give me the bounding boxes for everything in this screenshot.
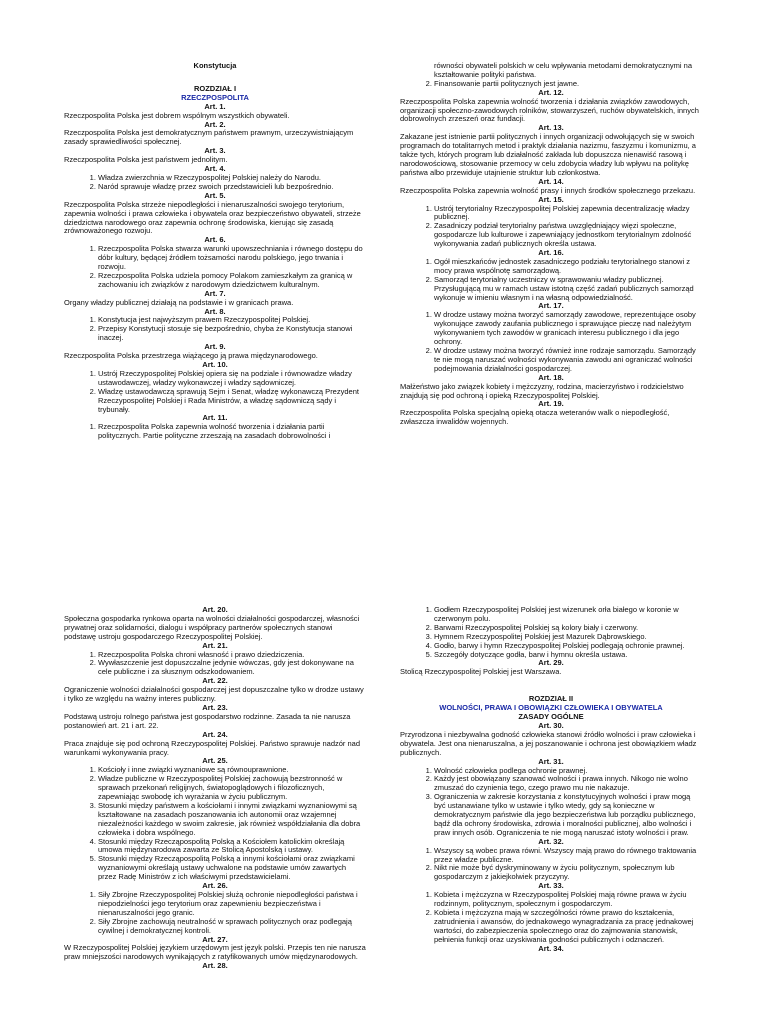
spacer <box>400 677 702 695</box>
numbered-list <box>400 311 702 373</box>
list-item: 2. Rzeczpospolita Polska udziela pomocy Polakom zamieszkałym za granicą w zachowaniu ich związków z narodowym dziedzictwem kulturalnym. <box>98 272 366 290</box>
list-item: 1. Ogół mieszkańców jednostek zasadniczego podziału terytorialnego stanowi z mocy prawa wspólnotę samorządową. <box>434 258 702 276</box>
chapter-number: ROZDZIAŁ I <box>193 83 237 93</box>
list-item: 1. Kobieta i mężczyzna w Rzeczypospolitej Polskiej mają równe prawa w życiu rodzinnym, politycznym, społecznym i gospodarczym. <box>434 891 702 909</box>
list-item: 2. Barwami Rzeczypospolitej Polskiej są kolory biały i czerwony. <box>434 624 702 633</box>
list-item: 5. Stosunki między Rzecząpospolitą Polską a innymi kościołami oraz związkami wyznaniowymi określają ustawy uchwalone na podstawie umów zawartych przez Radę Ministrów z ich właściwymi przedstawicielami. <box>98 855 366 882</box>
article-heading: Art. 28. <box>202 961 228 971</box>
article-heading: Art. 18. <box>538 372 564 382</box>
list-item: 1. Rzeczpospolita Polska stwarza warunki upowszechniania i równego dostępu do dóbr kultury, będącej źródłem tożsamości narodu polskiego, jego trwania i rozwoju. <box>98 245 366 272</box>
article-heading: Art. 25. <box>202 756 228 766</box>
article-paragraph: Ograniczenie wolności działalności gospodarczej jest dopuszczalne tylko w drodze ustawy i tylko ze względu na ważny interes publiczny. <box>64 685 364 704</box>
numbered-list <box>64 766 366 882</box>
list-item: 2. Przepisy Konstytucji stosuje się bezpośrednio, chyba że Konstytucja stanowi inaczej. <box>98 325 366 343</box>
numbered-list <box>64 245 366 290</box>
list-item: 2. Każdy jest obowiązany szanować wolności i prawa innych. Nikogo nie wolno zmuszać do czynienia tego, czego prawo mu nie nakazuje. <box>434 775 702 793</box>
numbered-list <box>400 62 702 89</box>
list-item: 2. W drodze ustawy można tworzyć również inne rodzaje samorządu. Samorządy te nie mogą naruszać wolności wykonywania zawodu ani ograniczać wolności podejmowania działalności gospodarczej. <box>434 347 702 374</box>
numbered-list <box>400 606 702 659</box>
article-heading: Art. 19. <box>538 399 564 409</box>
chapter-number: ROZDZIAŁ II <box>528 694 574 704</box>
article-paragraph: W Rzeczypospolitej Polskiej językiem urzędowym jest język polski. Przepis ten nie narusza praw mniejszości narodowych wynikających z ratyfikowanych umów międzynarodowych. <box>64 943 366 962</box>
article-paragraph: Zakazane jest istnienie partii politycznych i innych organizacji odwołujących się w swoich programach do totalitarnych metod i praktyk działania nazizmu, faszyzmu i komunizmu, a także tych, których program lub działalność zakłada lub dopuszcza nienawiść rasową i narodowościową, stosowanie przemocy w celu zdobycia władzy lub wpływu na politykę państwa albo przewiduje utajnienie struktur lub członkostwa. <box>400 132 696 177</box>
article-heading: Art. 15. <box>538 194 564 204</box>
article-heading: Art. 4. <box>204 164 226 174</box>
article-paragraph: Rzeczpospolita Polska zapewnia wolność prasy i innych środków społecznego przekazu. <box>400 185 696 195</box>
article-heading: Art. 29. <box>538 658 564 668</box>
list-item: 1. Konstytucja jest najwyższym prawem Rzeczypospolitej Polskiej. <box>98 316 366 325</box>
list-item: 3. Hymnem Rzeczypospolitej Polskiej jest Mazurek Dąbrowskiego. <box>434 633 702 642</box>
list-item: 1. Ustrój Rzeczypospolitej Polskiej opiera się na podziale i równowadze władzy ustawodawczej, władzy wykonawczej i władzy sądowniczej. <box>98 370 366 388</box>
article-paragraph: Rzeczpospolita Polska jest państwem jednolitym. <box>64 155 228 165</box>
article-heading: Art. 24. <box>202 729 228 739</box>
list-item: 1. Godłem Rzeczypospolitej Polskiej jest wizerunek orła białego w koronie w czerwonym polu. <box>434 606 702 624</box>
article-heading: Art. 22. <box>202 676 228 686</box>
article-heading: Art. 16. <box>538 248 564 258</box>
list-item: 1. Siły Zbrojne Rzeczypospolitej Polskiej służą ochronie niepodległości państwa i niepodzielności jego terytorium oraz zapewnieniu bezpieczeństwa i nienaruszalności jego granic. <box>98 891 366 918</box>
list-item: 3. Ograniczenia w zakresie korzystania z konstytucyjnych wolności i praw mogą być ustanawiane tylko w ustawie i tylko wtedy, gdy są konieczne w demokratycznym państwie dla jego bezpieczeństwa lub porządku publicznego, bądź dla ochrony środowiska, zdrowia i moralności publicznej, albo wolności i praw innych osób. Ograniczenia te nie mogą naruszać istoty wolności i praw. <box>434 793 702 838</box>
article-heading: Art. 6. <box>204 235 226 245</box>
article-heading: Art. 7. <box>204 288 226 298</box>
article-heading: Art. 31. <box>538 756 564 766</box>
list-item: 2. Wywłaszczenie jest dopuszczalne jedynie wówczas, gdy jest dokonywane na cele publiczne i za słusznym odszkodowaniem. <box>98 659 366 677</box>
article-heading: Art. 10. <box>202 360 228 369</box>
numbered-list <box>64 423 366 441</box>
article-heading: Art. 32. <box>538 836 564 846</box>
list-item: 1. Ustrój terytorialny Rzeczypospolitej Polskiej zapewnia decentralizację władzy publicznej. <box>434 205 702 223</box>
numbered-list <box>64 891 366 936</box>
article-paragraph: Rzeczpospolita Polska jest demokratycznym państwem prawnym, urzeczywistniającym zasady sprawiedliwości społecznej. <box>64 128 354 147</box>
chapter-title: RZECZPOSPOLITA <box>181 92 249 102</box>
article-heading: Art. 13. <box>538 123 564 133</box>
numbered-list <box>64 174 366 192</box>
article-paragraph: Organy władzy publicznej działają na podstawie i w granicach prawa. <box>64 297 294 307</box>
list-item: 5. Szczegóły dotyczące godła, barw i hymnu określa ustawa. <box>434 651 702 660</box>
document-title: Konstytucja <box>193 62 237 70</box>
list-item: równości obywateli polskich w celu wpływania metodami demokratycznymi na kształtowanie polityki państwa. <box>434 62 693 79</box>
article-heading: Art. 11. <box>202 413 228 423</box>
chapter-title: WOLNOŚCI, PRAWA I OBOWIĄZKI CZŁOWIEKA I OBYWATELA <box>439 703 663 713</box>
list-item: 1. Wszyscy są wobec prawa równi. Wszyscy mają prawo do równego traktowania przez władze publiczne. <box>434 847 702 865</box>
list-item: 1. Wolność człowieka podlega ochronie prawnej. <box>434 767 702 776</box>
article-paragraph: Stolicą Rzeczypospolitej Polskiej jest Warszawa. <box>400 667 562 677</box>
article-paragraph: Małżeństwo jako związek kobiety i mężczyzny, rodzina, macierzyństwo i rodzicielstwo znajdują się pod ochroną i opieką Rzeczypospolitej Polskiej. <box>400 381 684 400</box>
page1-right-column <box>400 62 702 502</box>
article-paragraph: Rzeczpospolita Polska specjalną opieką otacza weteranów walk o niepodległość, zwłaszcza inwalidów wojennych. <box>400 408 670 427</box>
numbered-list <box>400 891 702 944</box>
list-item: 1. Rzeczpospolita Polska chroni własność i prawo dziedziczenia. <box>98 651 366 660</box>
section-title: ZASADY OGÓLNE <box>518 712 584 722</box>
document-page-2 <box>0 512 768 1024</box>
list-item: 1. Rzeczpospolita Polska zapewnia wolność tworzenia i działania partii politycznych. Partie polityczne zrzeszają na zasadach dobrowolności i <box>98 423 366 441</box>
article-heading: Art. 2. <box>204 119 226 129</box>
article-heading: Art. 8. <box>204 306 226 316</box>
numbered-list <box>64 370 366 415</box>
article-heading: Art. 5. <box>204 190 226 200</box>
article-heading: Art. 1. <box>204 101 226 111</box>
numbered-list <box>400 847 702 883</box>
list-item: 2. Kobieta i mężczyzna mają w szczególności równe prawo do kształcenia, zatrudnienia i awansów, do jednakowego wynagradzania za pracę jednakowej wartości, do zabezpieczenia społecznego oraz do zajmowania stanowisk, pełnienia funkcji oraz uzyskiwania godności publicznych i odznaczeń. <box>434 909 702 945</box>
article-heading: Art. 9. <box>204 342 226 352</box>
article-paragraph: Rzeczpospolita Polska zapewnia wolność tworzenia i działania związków zawodowych, organizacji społeczno-zawodowych rolników, stowarzyszeń, ruchów obywatelskich, innych dobrowolnych zrzeszeń oraz fundacji. <box>400 96 699 124</box>
article-paragraph: Społeczna gospodarka rynkowa oparta na wolności działalności gospodarczej, własności prywatnej oraz solidarności, dialogu i współpracy partnerów społecznych stanowi podstawę ustroju gospodarczego Rzeczypospolitej Polskiej. <box>64 613 360 641</box>
page2-left-column <box>64 606 366 1020</box>
list-item: 2. Władze publiczne w Rzeczypospolitej Polskiej zachowują bezstronność w sprawach przekonań religijnych, światopoglądowych i filozoficznych, zapewniając swobodę ich wyrażania w życiu publicznym. <box>98 775 366 802</box>
list-item: 2. Finansowanie partii politycznych jest jawne. <box>434 80 702 89</box>
article-heading: Art. 33. <box>538 881 564 891</box>
list-item: 2. Samorząd terytorialny uczestniczy w sprawowaniu władzy publicznej. Przysługującą mu w ramach ustaw istotną część zadań publicznych samorząd wykonuje w imieniu własnym i na własną odpowiedzialność. <box>434 276 702 303</box>
article-paragraph: Rzeczpospolita Polska jest dobrem wspólnym wszystkich obywateli. <box>64 110 290 120</box>
article-paragraph: Rzeczpospolita Polska przestrzega wiążącego ją prawa międzynarodowego. <box>64 351 318 361</box>
article-paragraph: Przyrodzona i niezbywalna godność człowieka stanowi źródło wolności i praw człowieka i obywatela. Jest ona nienaruszalna, a jej poszanowanie i ochrona jest obowiązkiem władz publicznych. <box>400 729 697 757</box>
list-item: 2. Naród sprawuje władzę przez swoich przedstawicieli lub bezpośrednio. <box>98 183 366 192</box>
article-heading: Art. 12. <box>538 87 564 97</box>
numbered-list <box>400 767 702 838</box>
list-item: 2. Nikt nie może być dyskryminowany w życiu politycznym, społecznym lub gospodarczym z jakiejkolwiek przyczyny. <box>434 864 702 882</box>
article-paragraph: Praca znajduje się pod ochroną Rzeczypospolitej Polskiej. Państwo sprawuje nadzór nad warunkami wykonywania pracy. <box>64 738 361 757</box>
article-heading: Art. 26. <box>202 881 228 891</box>
article-heading: Art. 34. <box>538 943 564 953</box>
article-paragraph: Podstawą ustroju rolnego państwa jest gospodarstwo rodzinne. Zasada ta nie narusza postanowień art. 21 i art. 22. <box>64 711 351 730</box>
list-item: 1. Kościoły i inne związki wyznaniowe są równouprawnione. <box>98 766 366 775</box>
article-heading: Art. 21. <box>202 640 228 650</box>
list-item: 4. Godło, barwy i hymn Rzeczypospolitej Polskiej podlegają ochronie prawnej. <box>434 642 702 651</box>
article-heading: Art. 27. <box>202 934 228 944</box>
article-heading: Art. 3. <box>204 146 226 156</box>
article-heading: Art. 23. <box>202 702 228 712</box>
article-heading: Art. 14. <box>538 176 564 186</box>
list-item: 1. W drodze ustawy można tworzyć samorządy zawodowe, reprezentujące osoby wykonujące zawody zaufania publicznego i sprawujące pieczę nad należytym wykonywaniem tych zawodów w granicach interesu publicznego i dla jego ochrony. <box>434 311 702 347</box>
numbered-list <box>64 651 366 678</box>
list-item: 2. Władzę ustawodawczą sprawują Sejm i Senat, władzę wykonawczą Prezydent Rzeczypospolitej Polskiej i Rada Ministrów, a władzę sądowniczą sądy i trybunały. <box>98 388 366 415</box>
list-item: 1. Władza zwierzchnia w Rzeczypospolitej Polskiej należy do Narodu. <box>98 174 366 183</box>
article-heading: Art. 20. <box>202 606 228 614</box>
list-item: 2. Siły Zbrojne zachowują neutralność w sprawach politycznych oraz podlegają cywilnej i demokratycznej kontroli. <box>98 918 366 936</box>
numbered-list <box>64 316 366 343</box>
list-item: 2. Zasadniczy podział terytorialny państwa uwzględniający więzi społeczne, gospodarcze lub kulturowe i zapewniający jednostkom terytorialnym zdolność wykonywania zadań publicznych określa ustawa. <box>434 222 702 249</box>
numbered-list <box>400 205 702 250</box>
list-item: 4. Stosunki między Rzecząpospolitą Polską a Kościołem katolickim określają umowa międzynarodowa zawarta ze Stolicą Apostolską i ustawy. <box>98 838 366 856</box>
list-item: 3. Stosunki między państwem a kościołami i innymi związkami wyznaniowymi są kształtowane na zasadach poszanowania ich autonomii oraz wzajemnej niezależności każdego w swoim zakresie, jak również współdziałania dla dobra człowieka i dobra wspólnego. <box>98 802 366 838</box>
page2-right-column <box>400 606 702 1020</box>
article-paragraph: Rzeczpospolita Polska strzeże niepodległości i nienaruszalności swojego terytorium, zapewnia wolności i prawa człowieka i obywatela oraz bezpieczeństwo obywateli, strzeże dziedzictwa narodowego oraz zapewnia ochronę środowiska, kierując się zasadą zrównoważonego rozwoju. <box>64 199 361 236</box>
page1-left-column <box>64 62 366 502</box>
article-heading: Art. 17. <box>538 301 564 311</box>
numbered-list <box>400 258 702 303</box>
article-heading: Art. 30. <box>538 720 564 730</box>
